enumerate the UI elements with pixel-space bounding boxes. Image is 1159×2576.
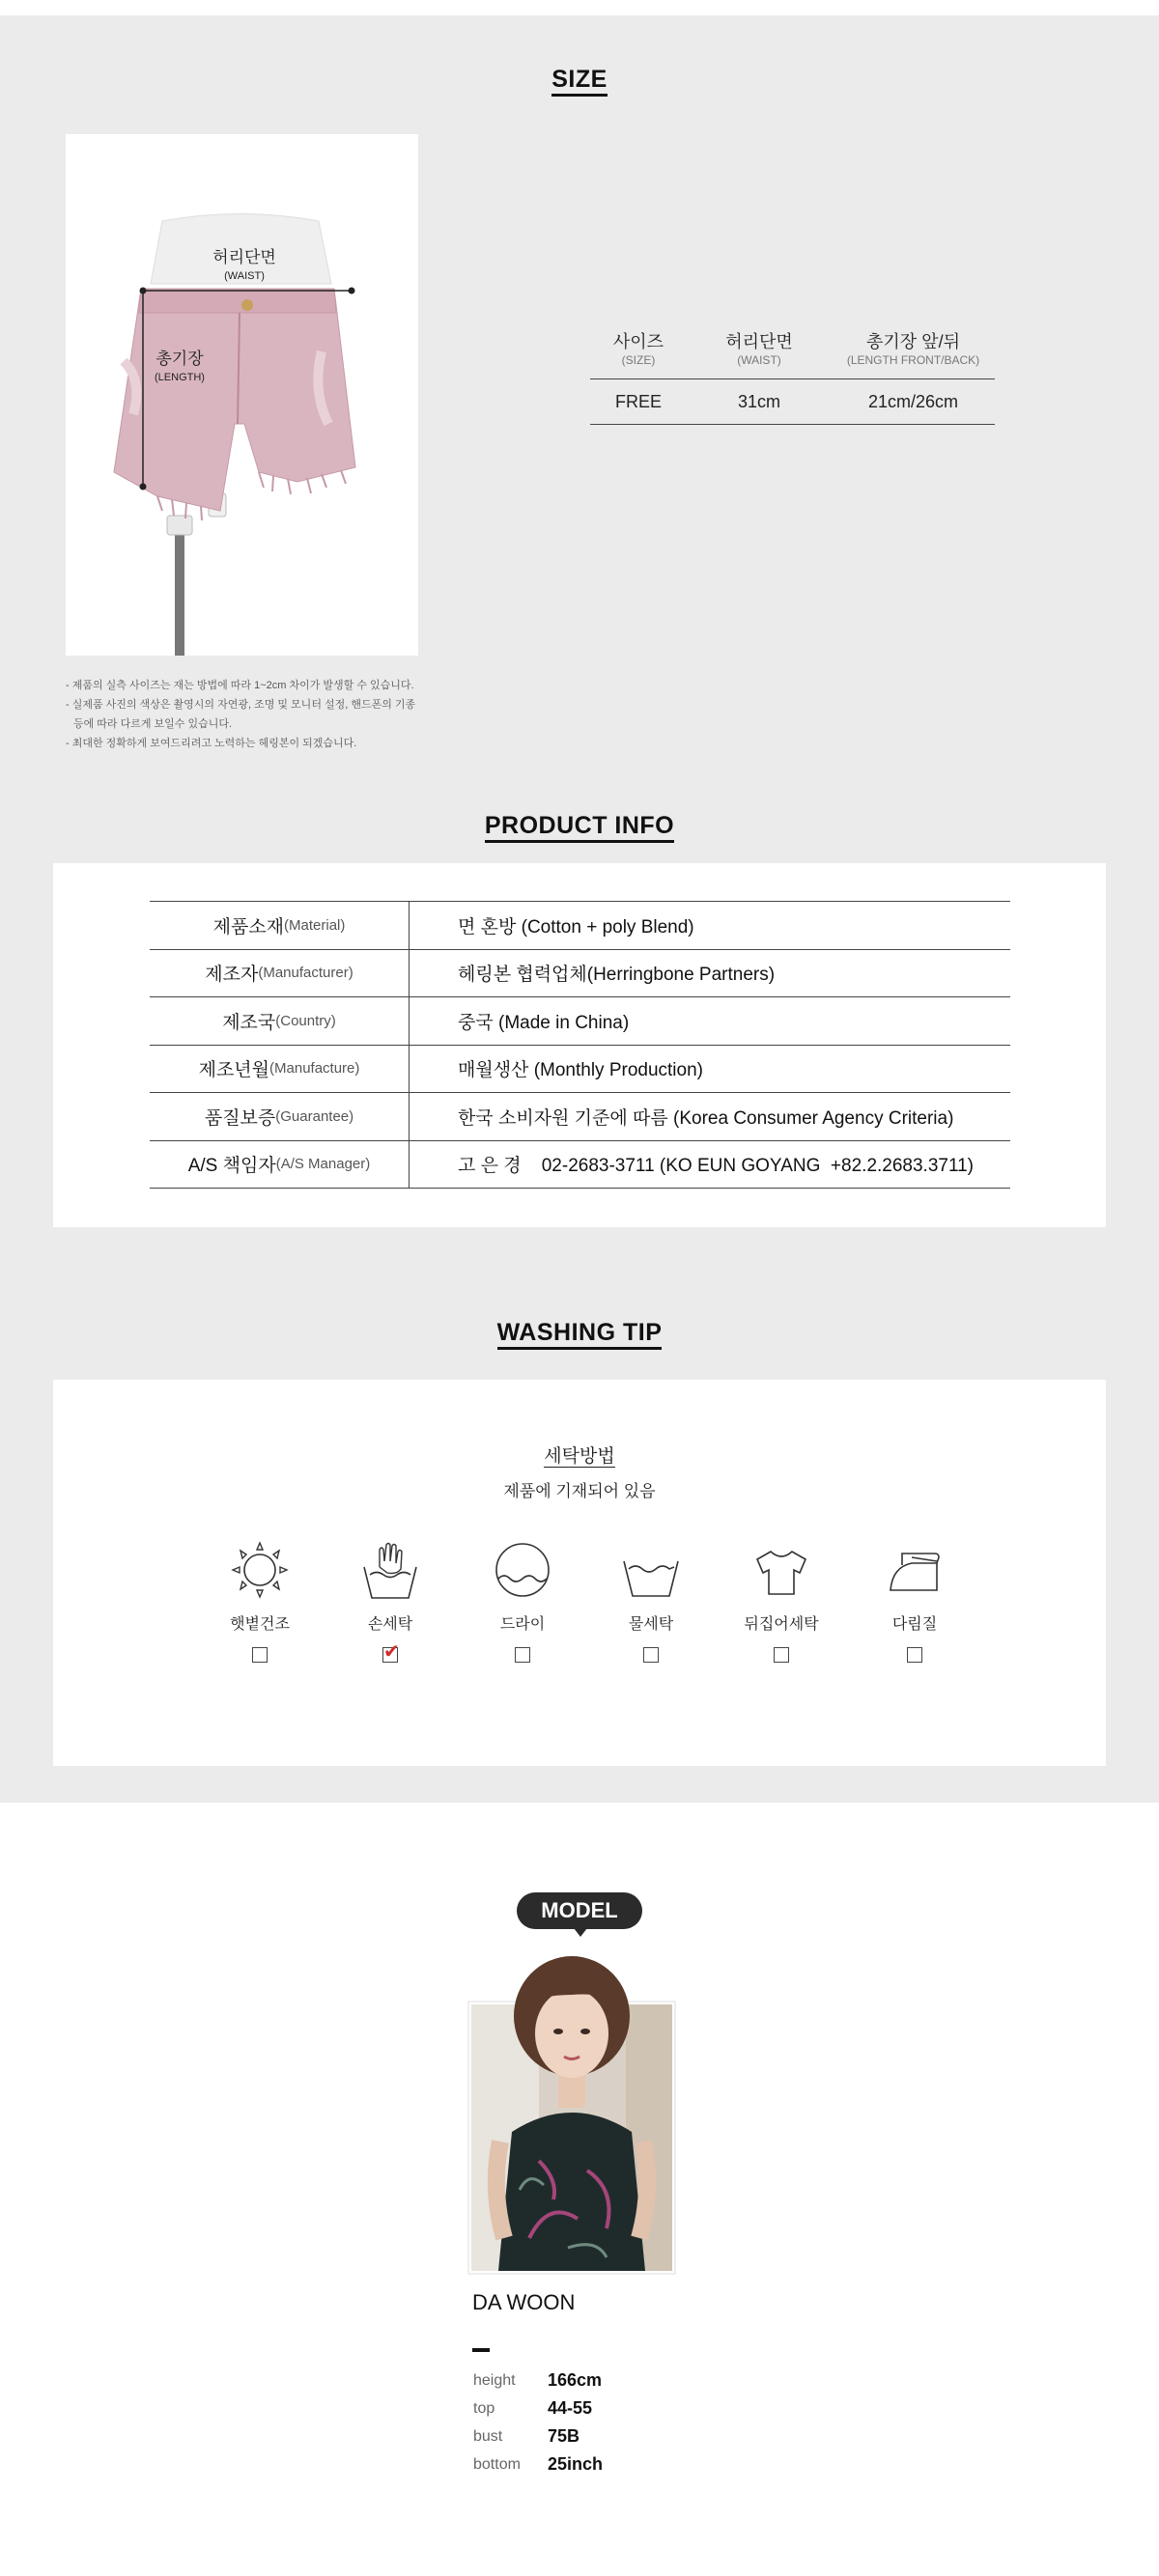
info-value: 면 혼방 (Cotton + poly Blend) <box>458 916 694 938</box>
size-table-header <box>590 331 995 379</box>
info-key-en: (Material) <box>284 916 346 934</box>
stat-key: top <box>473 2399 495 2417</box>
model-stat-row <box>473 2366 603 2394</box>
wash-checkbox[interactable] <box>907 1647 922 1663</box>
size-table <box>590 331 995 425</box>
wash-method-heading: 세탁방법 <box>544 1446 615 1467</box>
wash-method-note: 제품에 기재되어 있음 <box>503 1482 656 1500</box>
model-stat-row <box>473 2394 603 2422</box>
info-row-country <box>150 997 1010 1046</box>
info-key: A/S 책임자 <box>187 1156 276 1177</box>
stat-key: height <box>473 2371 516 2389</box>
info-key-en: (A/S Manager) <box>275 1156 371 1173</box>
stat-value: 166cm <box>548 2370 603 2390</box>
washing-tip-title: WASHING TIP <box>0 1319 1159 1347</box>
info-key: 제조자 <box>205 965 259 986</box>
model-stat-row <box>473 2450 603 2478</box>
waist-header-label: 허리단면 <box>725 332 793 351</box>
info-row-manufacturer <box>150 950 1010 998</box>
wash-checkbox[interactable] <box>774 1647 789 1663</box>
wash-label: 뒤집어세탁 <box>744 1616 819 1633</box>
length-cell: 21cm/26cm <box>867 391 959 411</box>
wash-item-sun-dry <box>202 1540 318 1663</box>
stat-key: bottom <box>473 2455 521 2473</box>
model-divider <box>472 2348 490 2352</box>
wash-label: 햇볕건조 <box>230 1616 290 1633</box>
size-note: - 실제품 사진의 색상은 촬영시의 자연광, 조명 및 모니터 설정, 핸드폰의 기종 <box>66 699 416 711</box>
model-stats <box>473 2366 603 2478</box>
info-key: 제조년월 <box>198 1060 270 1081</box>
wash-item-dry-clean <box>465 1540 580 1663</box>
info-row-manufacture-date <box>150 1046 1010 1094</box>
waist-label: 허리단면 <box>212 248 276 266</box>
size-cell: FREE <box>614 391 662 411</box>
info-row-as-manager <box>150 1141 1010 1190</box>
wash-item-hand-wash <box>332 1540 448 1663</box>
info-key: 제품소재 <box>212 916 285 938</box>
info-key: 품질보증 <box>204 1107 276 1129</box>
info-value: 중국 (Made in China) <box>458 1012 630 1033</box>
wash-item-water-wash <box>593 1540 709 1663</box>
size-section-title: SIZE <box>0 66 1159 94</box>
info-key-en: (Manufacture) <box>269 1060 360 1078</box>
dry-clean-icon <box>491 1540 554 1600</box>
waist-cell: 31cm <box>737 391 780 411</box>
info-row-material <box>150 902 1010 950</box>
wash-label: 다림질 <box>891 1616 938 1633</box>
wash-checkbox[interactable] <box>515 1647 530 1663</box>
wash-checkbox[interactable] <box>382 1641 400 1663</box>
size-notes <box>66 676 433 753</box>
sun-dry-icon <box>228 1540 292 1600</box>
length-en-label: (LENGTH) <box>155 372 205 383</box>
size-table-row <box>590 379 995 425</box>
info-row-guarantee <box>150 1093 1010 1141</box>
length-label: 총기장 <box>155 350 204 368</box>
length-header-label: 총기장 앞/뒤 <box>866 332 960 351</box>
waist-header-sub: (WAIST) <box>737 353 781 367</box>
info-value: 한국 소비자원 기준에 따름 (Korea Consumer Agency Criteria) <box>458 1107 954 1129</box>
info-value: 헤링본 협력업체(Herringbone Partners) <box>458 965 776 986</box>
hand-wash-icon <box>358 1540 422 1600</box>
size-note: - 최대한 정확하게 보여드리려고 노력하는 헤링본이 되겠습니다. <box>66 738 357 749</box>
wash-label: 드라이 <box>499 1616 546 1633</box>
size-note: - 제품의 실측 사이즈는 재는 방법에 따라 1~2cm 차이가 발생할 수 있습니다. <box>66 680 414 691</box>
info-value: 고 은 경 02-2683-3711 (KO EUN GOYANG +82.2.2683.3711) <box>458 1156 975 1177</box>
info-key-en: (Guarantee) <box>275 1107 354 1125</box>
size-product-photo <box>66 134 418 656</box>
stat-value: 75B <box>548 2426 580 2446</box>
length-header-sub: (LENGTH FRONT/BACK) <box>846 353 980 367</box>
wash-item-iron <box>857 1540 973 1663</box>
stat-value: 44-55 <box>548 2398 593 2418</box>
info-key-en: (Country) <box>275 1012 336 1029</box>
info-key-en: (Manufacturer) <box>258 965 353 982</box>
water-wash-icon <box>619 1540 683 1600</box>
wash-label: 손세탁 <box>367 1616 413 1633</box>
size-header-sub: (SIZE) <box>621 353 656 367</box>
iron-icon <box>883 1540 947 1600</box>
wash-item-inside-out <box>723 1540 839 1663</box>
stat-value: 25inch <box>548 2454 604 2474</box>
size-note: 등에 따라 다르게 보일수 있습니다. <box>73 718 233 730</box>
wash-checkbox[interactable] <box>643 1647 659 1663</box>
wash-label: 물세탁 <box>628 1616 674 1633</box>
model-badge-pointer <box>574 1928 587 1937</box>
waist-en-label: (WAIST) <box>224 270 265 282</box>
check-mark-icon: ✔ <box>383 1641 400 1663</box>
inside-out-icon <box>749 1540 813 1600</box>
model-stat-row <box>473 2422 603 2450</box>
product-info-table <box>150 901 1010 1189</box>
info-value: 매월생산 (Monthly Production) <box>458 1060 703 1081</box>
size-header-label: 사이즈 <box>612 332 664 351</box>
stat-key: bust <box>473 2427 503 2445</box>
model-name: DA WOON <box>472 2290 576 2314</box>
wash-checkbox[interactable] <box>252 1647 268 1663</box>
model-badge: MODEL <box>517 1892 642 1929</box>
product-info-title: PRODUCT INFO <box>0 812 1159 840</box>
info-key: 제조국 <box>222 1012 276 1033</box>
model-photo <box>462 1948 682 2281</box>
